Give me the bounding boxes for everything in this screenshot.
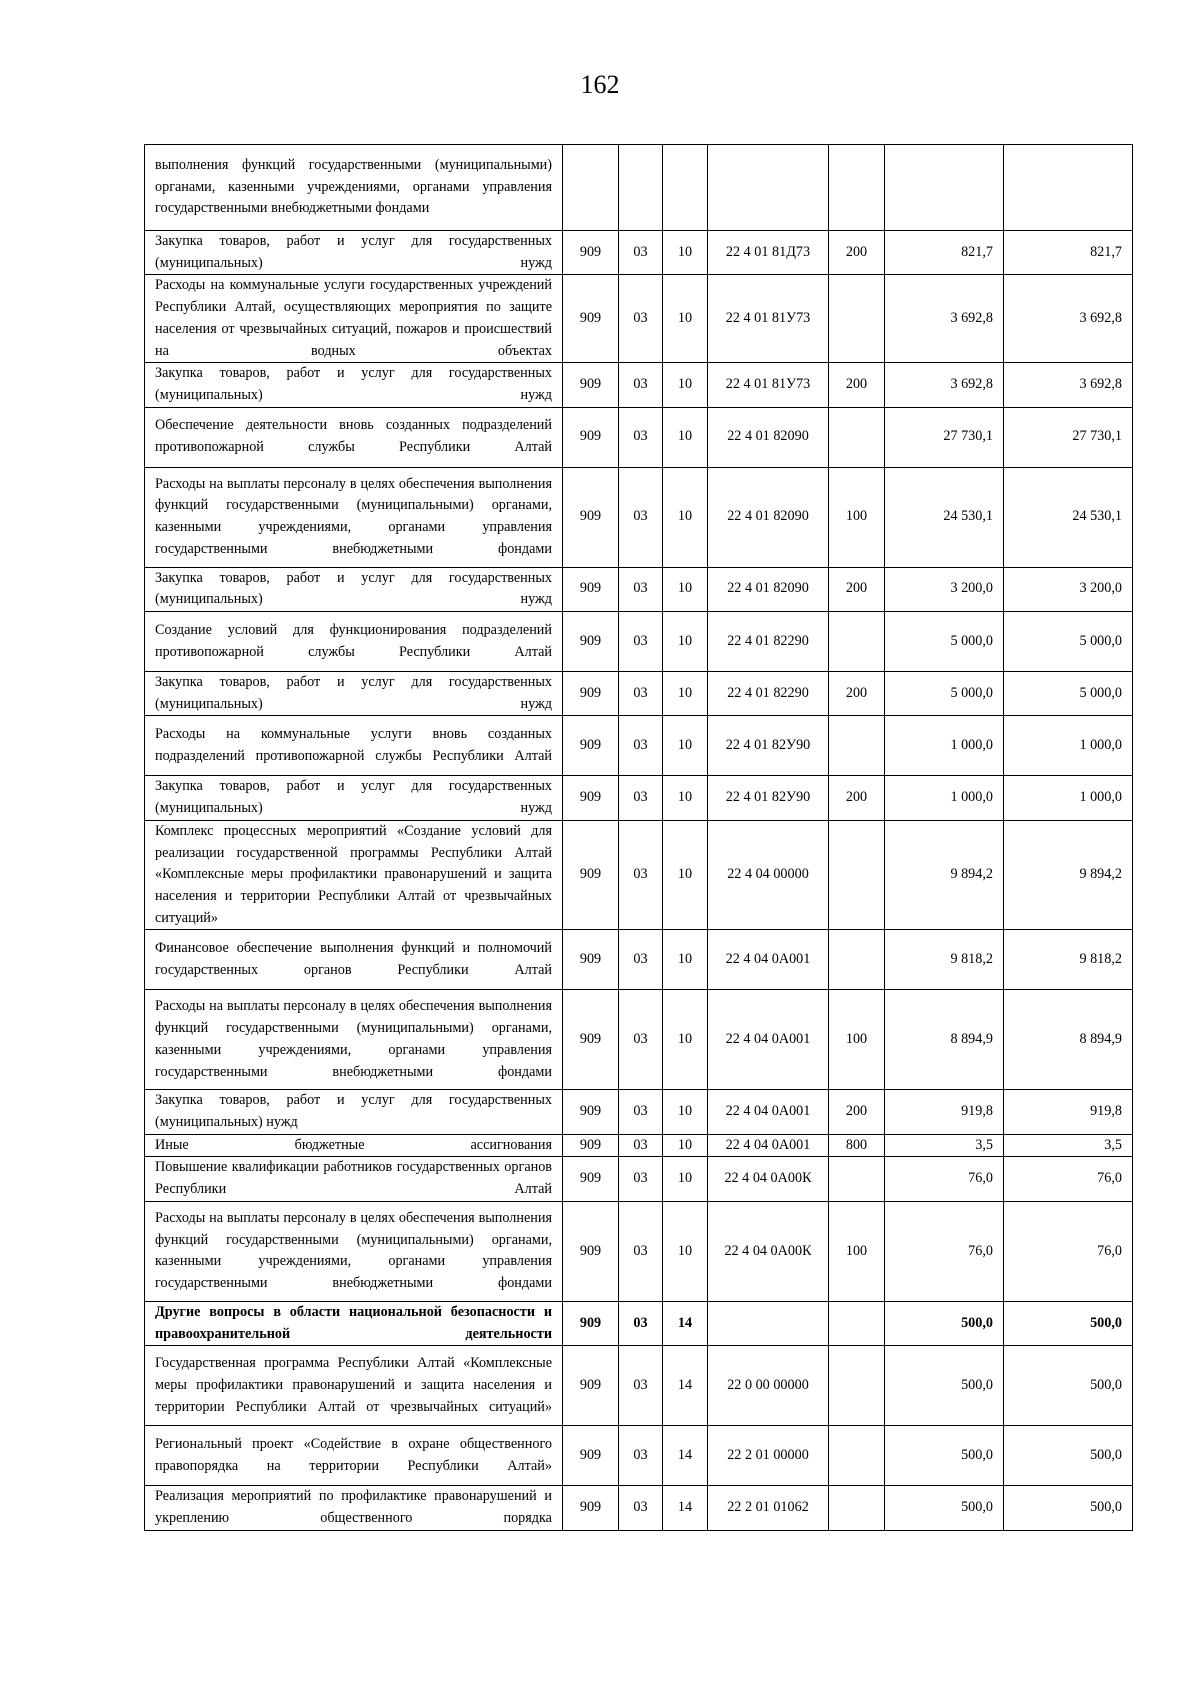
target-article-cell: 22 4 04 0А001 — [708, 930, 829, 990]
amount-year2-cell: 3 200,0 — [1004, 567, 1133, 611]
amount-year2-cell: 9 818,2 — [1004, 930, 1133, 990]
section-code-cell: 03 — [619, 567, 663, 611]
expense-name-cell: Расходы на коммунальные услуги государственных учреждений Республики Алтай, осуществляющих мероприятия по защите населения от чрезвычайных ситуаций, пожаров и происшествий на водных объектах — [145, 275, 563, 363]
section-code-cell: 03 — [619, 1157, 663, 1201]
admin-code-cell: 909 — [563, 1201, 619, 1301]
amount-year1-cell: 76,0 — [885, 1201, 1004, 1301]
target-article-cell: 22 2 01 01062 — [708, 1486, 829, 1530]
section-code-cell: 03 — [619, 1346, 663, 1426]
target-article-cell: 22 4 04 0А00К — [708, 1201, 829, 1301]
section-code-cell: 03 — [619, 1090, 663, 1134]
subsection-code-cell: 10 — [663, 990, 708, 1090]
amount-year2-cell: 1 000,0 — [1004, 776, 1133, 820]
subsection-code-cell: 10 — [663, 1157, 708, 1201]
admin-code-cell: 909 — [563, 990, 619, 1090]
amount-year1-cell: 24 530,1 — [885, 467, 1004, 567]
table-row — [145, 1301, 1133, 1345]
table-row — [145, 1426, 1133, 1486]
amount-year2-cell: 9 894,2 — [1004, 820, 1133, 930]
table-row — [145, 1346, 1133, 1426]
amount-year1-cell: 1 000,0 — [885, 716, 1004, 776]
expense-kind-cell — [829, 716, 885, 776]
expense-kind-cell — [829, 1346, 885, 1426]
table-row — [145, 990, 1133, 1090]
amount-year1-cell — [885, 145, 1004, 231]
amount-year2-cell: 500,0 — [1004, 1301, 1133, 1345]
amount-year2-cell: 500,0 — [1004, 1486, 1133, 1530]
table-row — [145, 612, 1133, 672]
subsection-code-cell: 14 — [663, 1486, 708, 1530]
admin-code-cell: 909 — [563, 930, 619, 990]
admin-code-cell: 909 — [563, 275, 619, 363]
target-article-cell: 22 4 01 82У90 — [708, 776, 829, 820]
table-row — [145, 1486, 1133, 1530]
admin-code-cell: 909 — [563, 567, 619, 611]
expense-name-cell: Государственная программа Республики Алтай «Комплексные меры профилактики правонарушений и защита населения и территории Республики Алтай от чрезвычайных ситуаций» — [145, 1346, 563, 1426]
target-article-cell: 22 4 01 82090 — [708, 407, 829, 467]
expense-name-cell: Закупка товаров, работ и услуг для государственных (муниципальных) нужд — [145, 1090, 563, 1134]
section-code-cell: 03 — [619, 1301, 663, 1345]
expense-name-cell: Закупка товаров, работ и услуг для государственных (муниципальных) нужд — [145, 363, 563, 407]
amount-year1-cell: 500,0 — [885, 1301, 1004, 1345]
admin-code-cell: 909 — [563, 820, 619, 930]
expense-name-cell: Закупка товаров, работ и услуг для государственных (муниципальных) нужд — [145, 672, 563, 716]
admin-code-cell: 909 — [563, 672, 619, 716]
amount-year1-cell: 8 894,9 — [885, 990, 1004, 1090]
admin-code-cell: 909 — [563, 1301, 619, 1345]
table-row — [145, 1201, 1133, 1301]
target-article-cell: 22 4 01 82090 — [708, 567, 829, 611]
expense-name-cell: Повышение квалификации работников государственных органов Республики Алтай — [145, 1157, 563, 1201]
section-code-cell: 03 — [619, 930, 663, 990]
target-article-cell: 22 4 04 0А001 — [708, 1090, 829, 1134]
table-body — [145, 145, 1133, 1531]
admin-code-cell: 909 — [563, 231, 619, 275]
section-code-cell: 03 — [619, 275, 663, 363]
amount-year2-cell: 821,7 — [1004, 231, 1133, 275]
subsection-code-cell: 10 — [663, 407, 708, 467]
section-code-cell: 03 — [619, 1201, 663, 1301]
target-article-cell: 22 4 04 0А00К — [708, 1157, 829, 1201]
section-code-cell: 03 — [619, 776, 663, 820]
target-article-cell: 22 4 01 82290 — [708, 672, 829, 716]
admin-code-cell: 909 — [563, 1090, 619, 1134]
amount-year2-cell: 5 000,0 — [1004, 612, 1133, 672]
expense-name-cell: Иные бюджетные ассигнования — [145, 1134, 563, 1157]
target-article-cell — [708, 1301, 829, 1345]
admin-code-cell: 909 — [563, 363, 619, 407]
subsection-code-cell: 10 — [663, 930, 708, 990]
table-row — [145, 820, 1133, 930]
admin-code-cell: 909 — [563, 1346, 619, 1426]
amount-year2-cell: 8 894,9 — [1004, 990, 1133, 1090]
expense-kind-cell — [829, 1301, 885, 1345]
amount-year2-cell: 1 000,0 — [1004, 716, 1133, 776]
amount-year2-cell: 76,0 — [1004, 1157, 1133, 1201]
table-row — [145, 231, 1133, 275]
expense-name-cell: выполнения функций государственными (муниципальными) органами, казенными учреждениями, органами управления государственными внебюджетными фондами — [145, 145, 563, 231]
amount-year1-cell: 3 692,8 — [885, 275, 1004, 363]
amount-year1-cell: 919,8 — [885, 1090, 1004, 1134]
subsection-code-cell: 14 — [663, 1346, 708, 1426]
expense-name-cell: Расходы на выплаты персоналу в целях обеспечения выполнения функций государственными (муниципальными) органами, казенными учреждениями, органами управления государственными внебюджетными фондами — [145, 467, 563, 567]
admin-code-cell: 909 — [563, 612, 619, 672]
amount-year1-cell: 9 818,2 — [885, 930, 1004, 990]
section-code-cell: 03 — [619, 231, 663, 275]
expense-name-cell: Расходы на коммунальные услуги вновь созданных подразделений противопожарной службы Республики Алтай — [145, 716, 563, 776]
subsection-code-cell: 10 — [663, 820, 708, 930]
expense-kind-cell: 200 — [829, 776, 885, 820]
section-code-cell: 03 — [619, 672, 663, 716]
table-row — [145, 776, 1133, 820]
expense-kind-cell: 100 — [829, 467, 885, 567]
table-row — [145, 672, 1133, 716]
admin-code-cell: 909 — [563, 1134, 619, 1157]
expense-kind-cell — [829, 930, 885, 990]
amount-year2-cell: 24 530,1 — [1004, 467, 1133, 567]
amount-year1-cell: 821,7 — [885, 231, 1004, 275]
expense-kind-cell: 200 — [829, 672, 885, 716]
subsection-code-cell: 10 — [663, 1090, 708, 1134]
amount-year2-cell: 500,0 — [1004, 1426, 1133, 1486]
table-row — [145, 716, 1133, 776]
target-article-cell: 22 4 04 0А001 — [708, 990, 829, 1090]
table-row — [145, 1090, 1133, 1134]
expense-kind-cell: 100 — [829, 1201, 885, 1301]
table-row — [145, 407, 1133, 467]
expense-kind-cell — [829, 407, 885, 467]
section-code-cell: 03 — [619, 1486, 663, 1530]
expense-kind-cell — [829, 1157, 885, 1201]
target-article-cell: 22 0 00 00000 — [708, 1346, 829, 1426]
page-number: 162 — [580, 70, 620, 99]
amount-year1-cell: 3 200,0 — [885, 567, 1004, 611]
subsection-code-cell: 10 — [663, 776, 708, 820]
expense-name-cell: Другие вопросы в области национальной безопасности и правоохранительной деятельности — [145, 1301, 563, 1345]
expense-name-cell: Финансовое обеспечение выполнения функций и полномочий государственных органов Республики Алтай — [145, 930, 563, 990]
amount-year2-cell: 500,0 — [1004, 1346, 1133, 1426]
amount-year2-cell: 919,8 — [1004, 1090, 1133, 1134]
section-code-cell: 03 — [619, 612, 663, 672]
amount-year1-cell: 9 894,2 — [885, 820, 1004, 930]
table-row — [145, 1157, 1133, 1201]
target-article-cell: 22 4 01 82090 — [708, 467, 829, 567]
subsection-code-cell: 10 — [663, 1134, 708, 1157]
subsection-code-cell: 10 — [663, 567, 708, 611]
amount-year1-cell: 76,0 — [885, 1157, 1004, 1201]
expense-kind-cell: 200 — [829, 231, 885, 275]
admin-code-cell: 909 — [563, 1157, 619, 1201]
subsection-code-cell: 10 — [663, 275, 708, 363]
expense-kind-cell — [829, 820, 885, 930]
amount-year2-cell: 27 730,1 — [1004, 407, 1133, 467]
admin-code-cell: 909 — [563, 1486, 619, 1530]
table-row — [145, 930, 1133, 990]
expense-kind-cell — [829, 612, 885, 672]
section-code-cell — [619, 145, 663, 231]
section-code-cell: 03 — [619, 363, 663, 407]
amount-year2-cell: 5 000,0 — [1004, 672, 1133, 716]
expense-kind-cell: 200 — [829, 1090, 885, 1134]
amount-year1-cell: 5 000,0 — [885, 612, 1004, 672]
table-row — [145, 363, 1133, 407]
section-code-cell: 03 — [619, 1426, 663, 1486]
admin-code-cell — [563, 145, 619, 231]
expense-kind-cell: 200 — [829, 567, 885, 611]
amount-year1-cell: 5 000,0 — [885, 672, 1004, 716]
expense-kind-cell — [829, 275, 885, 363]
section-code-cell: 03 — [619, 716, 663, 776]
expense-name-cell: Расходы на выплаты персоналу в целях обеспечения выполнения функций государственными (муниципальными) органами, казенными учреждениями, органами управления государственными внебюджетными фондами — [145, 1201, 563, 1301]
expense-name-cell: Комплекс процессных мероприятий «Создание условий для реализации государственной программы Республики Алтай «Комплексные меры профилактики правонарушений и защита населения и территории Республики Алтай от чрезвычайных ситуаций» — [145, 820, 563, 930]
subsection-code-cell: 10 — [663, 231, 708, 275]
expense-name-cell: Обеспечение деятельности вновь созданных подразделений противопожарной службы Республики Алтай — [145, 407, 563, 467]
target-article-cell: 22 4 01 82У90 — [708, 716, 829, 776]
budget-table — [144, 144, 1133, 1531]
table-row — [145, 275, 1133, 363]
admin-code-cell: 909 — [563, 467, 619, 567]
amount-year1-cell: 500,0 — [885, 1426, 1004, 1486]
subsection-code-cell: 10 — [663, 363, 708, 407]
amount-year2-cell: 76,0 — [1004, 1201, 1133, 1301]
target-article-cell: 22 4 04 0А001 — [708, 1134, 829, 1157]
expense-kind-cell: 800 — [829, 1134, 885, 1157]
amount-year2-cell — [1004, 145, 1133, 231]
table-row — [145, 467, 1133, 567]
admin-code-cell: 909 — [563, 1426, 619, 1486]
target-article-cell: 22 4 01 82290 — [708, 612, 829, 672]
expense-kind-cell — [829, 145, 885, 231]
expense-kind-cell — [829, 1486, 885, 1530]
expense-name-cell: Региональный проект «Содействие в охране общественного правопорядка на территории Республики Алтай» — [145, 1426, 563, 1486]
expense-name-cell: Закупка товаров, работ и услуг для государственных (муниципальных) нужд — [145, 231, 563, 275]
target-article-cell: 22 4 01 81У73 — [708, 363, 829, 407]
subsection-code-cell: 10 — [663, 612, 708, 672]
subsection-code-cell: 10 — [663, 467, 708, 567]
target-article-cell: 22 4 01 81У73 — [708, 275, 829, 363]
expense-kind-cell: 200 — [829, 363, 885, 407]
admin-code-cell: 909 — [563, 407, 619, 467]
section-code-cell: 03 — [619, 467, 663, 567]
table-row — [145, 1134, 1133, 1157]
target-article-cell — [708, 145, 829, 231]
expense-name-cell: Создание условий для функционирования подразделений противопожарной службы Республики Алтай — [145, 612, 563, 672]
section-code-cell: 03 — [619, 407, 663, 467]
amount-year1-cell: 500,0 — [885, 1486, 1004, 1530]
expense-name-cell: Реализация мероприятий по профилактике правонарушений и укреплению общественного порядка — [145, 1486, 563, 1530]
amount-year1-cell: 27 730,1 — [885, 407, 1004, 467]
target-article-cell: 22 4 04 00000 — [708, 820, 829, 930]
amount-year1-cell: 3 692,8 — [885, 363, 1004, 407]
subsection-code-cell: 10 — [663, 672, 708, 716]
amount-year2-cell: 3,5 — [1004, 1134, 1133, 1157]
amount-year1-cell: 500,0 — [885, 1346, 1004, 1426]
section-code-cell: 03 — [619, 820, 663, 930]
subsection-code-cell: 10 — [663, 1201, 708, 1301]
expense-name-cell: Расходы на выплаты персоналу в целях обеспечения выполнения функций государственными (муниципальными) органами, казенными учреждениями, органами управления государственными внебюджетными фондами — [145, 990, 563, 1090]
table-row — [145, 567, 1133, 611]
subsection-code-cell: 14 — [663, 1301, 708, 1345]
amount-year1-cell: 3,5 — [885, 1134, 1004, 1157]
target-article-cell: 22 4 01 81Д73 — [708, 231, 829, 275]
expense-kind-cell: 100 — [829, 990, 885, 1090]
target-article-cell: 22 2 01 00000 — [708, 1426, 829, 1486]
admin-code-cell: 909 — [563, 716, 619, 776]
table-row — [145, 145, 1133, 231]
subsection-code-cell: 10 — [663, 716, 708, 776]
expense-name-cell: Закупка товаров, работ и услуг для государственных (муниципальных) нужд — [145, 567, 563, 611]
section-code-cell: 03 — [619, 990, 663, 1090]
amount-year2-cell: 3 692,8 — [1004, 363, 1133, 407]
admin-code-cell: 909 — [563, 776, 619, 820]
section-code-cell: 03 — [619, 1134, 663, 1157]
expense-kind-cell — [829, 1426, 885, 1486]
amount-year2-cell: 3 692,8 — [1004, 275, 1133, 363]
subsection-code-cell — [663, 145, 708, 231]
expense-name-cell: Закупка товаров, работ и услуг для государственных (муниципальных) нужд — [145, 776, 563, 820]
subsection-code-cell: 14 — [663, 1426, 708, 1486]
amount-year1-cell: 1 000,0 — [885, 776, 1004, 820]
